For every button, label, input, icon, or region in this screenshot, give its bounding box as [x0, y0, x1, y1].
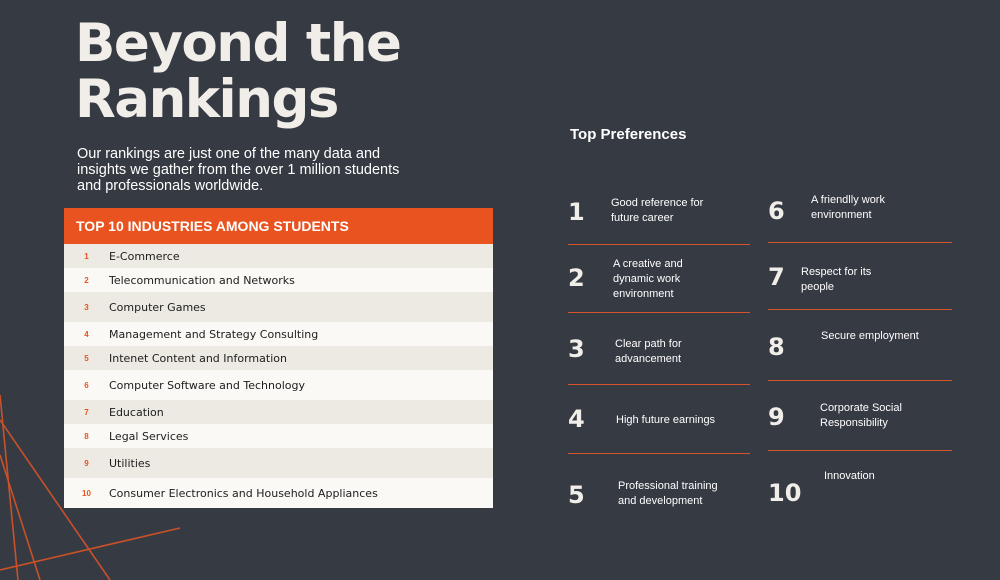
- table-row: [64, 346, 493, 370]
- preference-label: Corporate Social Responsibility: [820, 402, 902, 429]
- preference-label: Respect for its people: [801, 266, 872, 293]
- row-label: Intenet Content and Information: [109, 351, 287, 365]
- preference-label: Secure employment: [821, 330, 919, 342]
- row-label: Consumer Electronics and Household Appliances: [109, 486, 378, 500]
- preference-number: 2: [568, 264, 585, 292]
- preference-number: 7: [768, 263, 785, 291]
- row-label: Legal Services: [109, 429, 189, 443]
- divider: [568, 244, 750, 245]
- table-row: [64, 400, 493, 424]
- row-number: 6: [84, 380, 89, 390]
- industries-table-header: TOP 10 INDUSTRIES AMONG STUDENTS: [64, 208, 493, 244]
- intro-text: Our rankings are just one of the many data and insights we gather from the over 1 million students and professionals worldwide.: [77, 146, 400, 194]
- preference-label: Clear path for advancement: [615, 338, 682, 365]
- row-number: 8: [84, 431, 89, 441]
- divider: [568, 384, 750, 385]
- preference-number: 9: [768, 403, 785, 431]
- page-title: [75, 13, 401, 130]
- row-number: 5: [84, 353, 89, 363]
- table-row: [64, 322, 493, 346]
- row-label: Computer Software and Technology: [109, 378, 305, 392]
- row-label: Telecommunication and Networks: [109, 273, 295, 287]
- preference-number: 10: [768, 479, 802, 507]
- row-label: Education: [109, 405, 164, 419]
- preference-number: 3: [568, 335, 585, 363]
- divider: [568, 453, 750, 454]
- divider: [568, 312, 750, 313]
- divider: [768, 380, 952, 381]
- row-label: Computer Games: [109, 300, 206, 314]
- preference-number: 4: [568, 405, 585, 433]
- preference-label: A friendlly work environment: [811, 194, 885, 221]
- table-row: [64, 292, 493, 322]
- preference-number: 1: [568, 198, 585, 226]
- industries-table: [64, 208, 493, 508]
- preference-number: 8: [768, 333, 785, 361]
- row-number: 7: [84, 407, 89, 417]
- table-row: [64, 370, 493, 400]
- row-label: Utilities: [109, 456, 151, 470]
- row-label: Management and Strategy Consulting: [109, 327, 319, 341]
- table-row: [64, 244, 493, 268]
- divider: [768, 242, 952, 243]
- preference-label: A creative and dynamic work environment: [613, 258, 683, 300]
- table-row: [64, 424, 493, 448]
- row-number: 4: [84, 329, 89, 339]
- preference-number: 5: [568, 481, 585, 509]
- preference-number: 6: [768, 197, 785, 225]
- row-label: E-Commerce: [109, 249, 180, 263]
- title-line-1: Beyond the: [75, 13, 401, 74]
- preference-label: High future earnings: [616, 414, 716, 426]
- table-row: [64, 448, 493, 478]
- preference-label: Good reference for future career: [611, 197, 704, 224]
- divider: [768, 309, 952, 310]
- title-line-2: Rankings: [75, 69, 338, 130]
- preference-label: Professional training and development: [618, 480, 718, 507]
- preference-label: Innovation: [824, 470, 875, 482]
- table-row: [64, 478, 493, 508]
- row-number: 2: [84, 275, 89, 285]
- row-number: 1: [84, 251, 89, 261]
- row-number: 10: [82, 488, 91, 498]
- industries-rows: [64, 244, 493, 508]
- row-number: 3: [84, 302, 89, 312]
- row-number: 9: [84, 458, 89, 468]
- table-row: [64, 268, 493, 292]
- preferences-title: Top Preferences: [570, 126, 687, 143]
- divider: [768, 450, 952, 451]
